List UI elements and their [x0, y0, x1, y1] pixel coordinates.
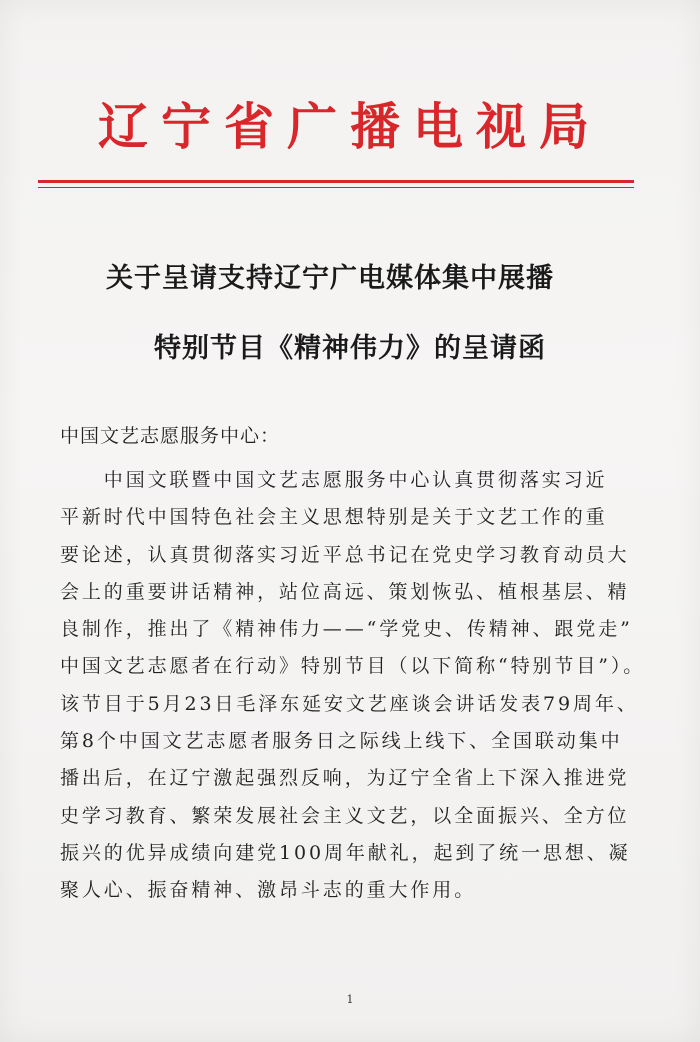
body-line: 史学习教育、繁荣发展社会主义文艺，以全面振兴、全方位	[60, 804, 630, 827]
document-title-line-2: 特别节目《精神伟力》的呈请函	[154, 333, 546, 364]
salutation: 中国文艺志愿服务中心：	[60, 425, 281, 447]
body-line: 中国文联暨中国文艺志愿服务中心认真贯彻落实习近	[60, 469, 608, 491]
body-line: 良制作，推出了《精神伟力——“学党史、传精神、跟党走”	[60, 618, 633, 641]
body-line: 会上的重要讲话精神，站位高远、策划恢弘、植根基层、精	[60, 580, 630, 603]
letterhead-rule-thick	[38, 180, 634, 183]
body-line: 平新时代中国特色社会主义思想特别是关于文艺工作的重	[60, 506, 608, 529]
body-line: 要论述，认真贯彻落实习近平总书记在党史学习教育动员大	[60, 543, 630, 566]
body-line: 振兴的优异成绩向建党100周年献礼，起到了统一思想、凝	[60, 841, 631, 864]
letterhead-org-name: 辽宁省广播电视局	[98, 98, 602, 156]
letterhead-rule-thin	[38, 187, 634, 188]
body-line: 该节目于5月23日毛泽东延安文艺座谈会讲话发表79周年、	[60, 692, 639, 715]
document-title-line-1: 关于呈请支持辽宁广电媒体集中展播	[106, 263, 554, 294]
body-paragraph	[60, 462, 646, 910]
body-line: 聚人心、振奋精神、激昂斗志的重大作用。	[60, 879, 477, 902]
body-line: 中国文艺志愿者在行动》特别节目（以下简称“特别节目”）。	[60, 655, 646, 678]
body-line: 播出后，在辽宁激起强烈反响，为辽宁全省上下深入推进党	[60, 767, 630, 790]
body-line: 第8个中国文艺志愿者服务日之际线上线下、全国联动集中	[60, 730, 623, 753]
page-number: 1	[346, 993, 354, 1006]
